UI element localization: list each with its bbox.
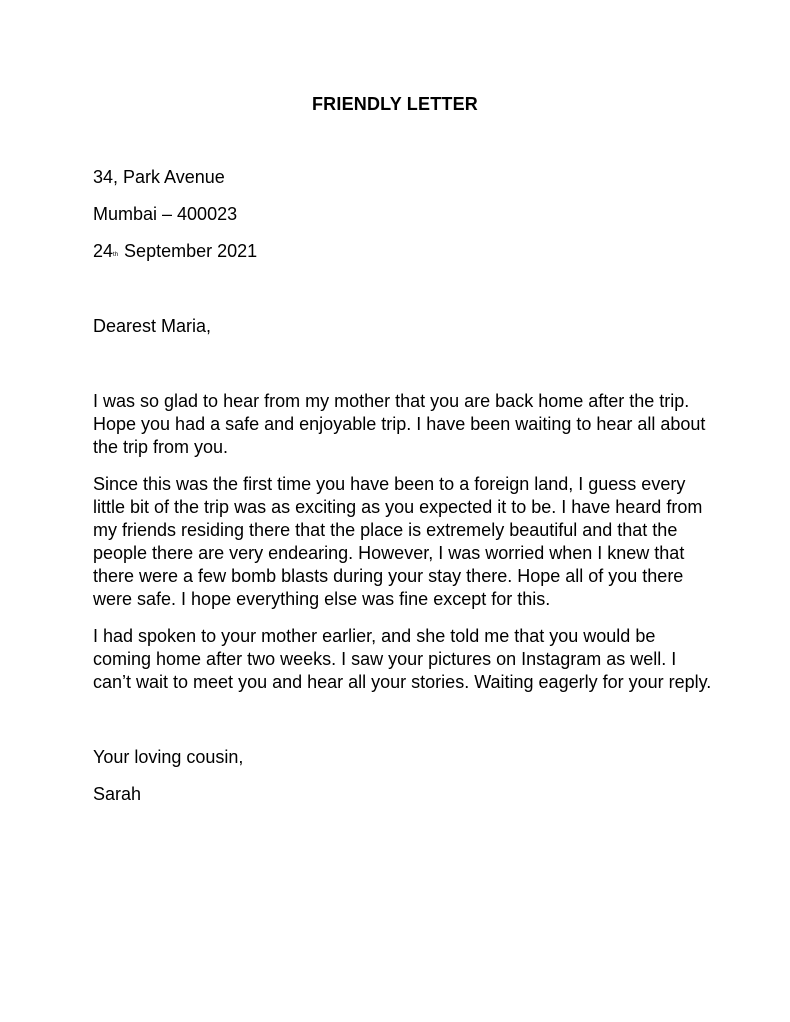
date-day: 24 [93,241,114,261]
date-rest: September 2021 [119,241,258,261]
date-ordinal: th [113,252,119,258]
salutation: Dearest Maria, [93,316,212,336]
sender-address [93,166,713,263]
closing: Your loving cousin, [93,747,244,767]
letter-title: FRIENDLY LETTER [311,94,479,114]
letter-date [93,240,713,263]
address-city: Mumbai – 400023 [93,204,238,224]
letter-body [93,166,713,806]
address-street: 34, Park Avenue [93,167,225,187]
signature: Sarah [93,784,142,804]
paragraph-2: Since this was the first time you have been to a foreign land, I guess every little bit of the trip was as exciting as you expected it to be. I have heard from my friends residing there that the place is extremely beautiful and that the people there are very endearing. However, I was worried when I knew that there were a few bomb blasts during your stay there. Hope all of you there were safe. I hope everything else was fine except for this. [93,474,703,609]
paragraph-1: I was so glad to hear from my mother that you are back home after the trip. Hope you had a safe and enjoyable trip. I have been waiting to hear all about the trip from you. [93,391,706,457]
paragraph-3: I had spoken to your mother earlier, and she told me that you would be coming home after two weeks. I saw your pictures on Instagram as well. I can’t wait to meet you and hear all your stories. Waiting eagerly for your reply. [93,626,712,692]
